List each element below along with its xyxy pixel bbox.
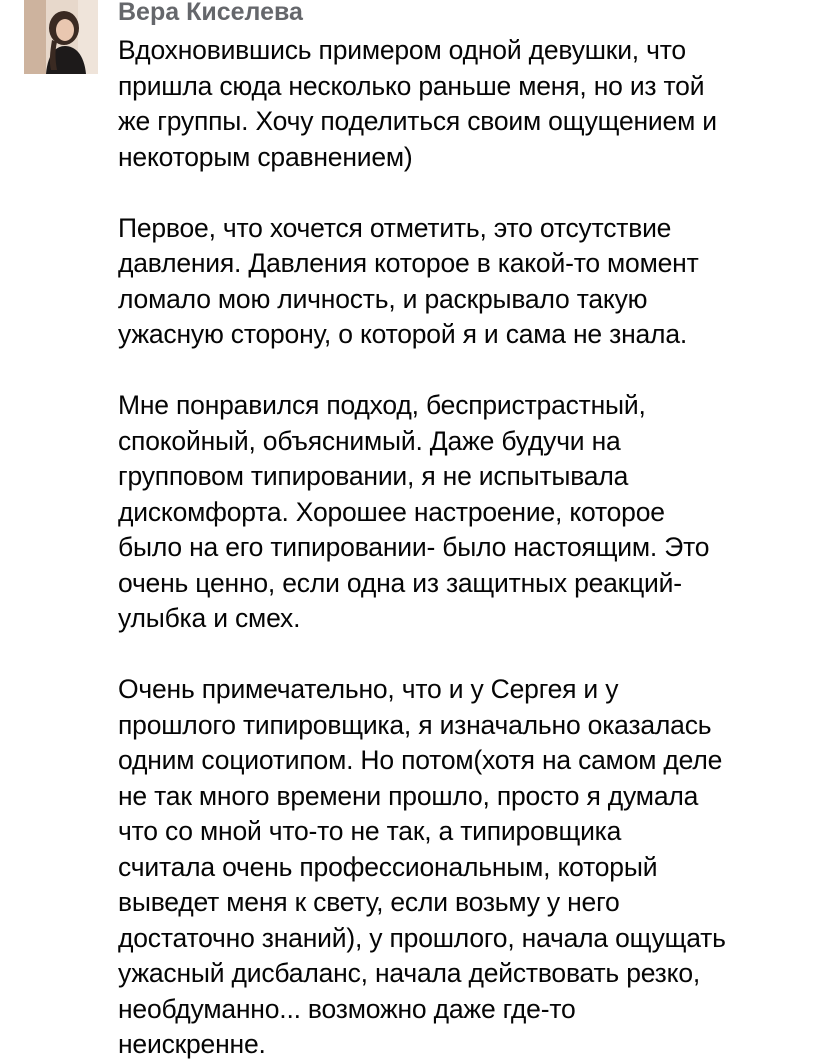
comment-line: что со мной что-то не так, а типировщика [118,816,622,846]
comment-line: Очень примечательно, что и у Сергея и у [118,674,619,704]
comment-paragraph [118,33,808,175]
comment-line: давления. Давления которое в какой-то момент [118,248,699,278]
comment-line: не так много времени прошло, просто я думала [118,780,699,811]
comment-line: же группы. Хочу поделиться своим ощущением и [118,106,717,136]
avatar[interactable] [24,0,98,74]
comment-line: Вдохновившись примером одной девушки, что [118,35,686,65]
author-name[interactable]: Вера Киселева [118,0,303,26]
comment-line: групповом типировании, я не испытывала [118,461,629,491]
comment-line: Первое, что хочется отметить, это отсутствие [118,212,672,243]
comment-line: спокойный, объяснимый. Даже будучи на [118,425,621,456]
comment-line: пришла сюда несколько раньше меня, но из той [118,70,705,101]
avatar-photo [24,0,98,74]
comment-line: дискомфорта. Хорошее настроение, которое [118,496,665,527]
comment-paragraph [118,211,808,353]
comment-line: Мне понравился подход, беспристрастный, [118,390,646,420]
comment-paragraph [118,388,808,637]
comment-line: ломало мою личность, и раскрывало такую [118,283,648,314]
comment-line: выведет меня к свету, если возьму у него [118,887,620,917]
comment-line: было на его типировании- было настоящим. Это [118,532,710,562]
comment-body [118,33,808,1063]
comment-line: достаточно знаний), у прошлого, начала ощущать [118,922,726,953]
comment-line: считала очень профессиональным, который [118,851,658,882]
comment-paragraph [118,672,808,1063]
comment-line: неискренне. [118,1029,266,1059]
comment-line: одним социотипом. Но потом(хотя на самом деле [118,745,723,775]
comment-line: необдуманно... возможно даже где-то [118,993,576,1024]
comment-line: прошлого типировщика, я изначально оказалась [118,709,712,740]
comment-line: ужасную сторону, о которой я и сама не знала. [118,319,688,349]
comment-line: улыбка и смех. [118,603,301,633]
comment-line: некоторым сравнением) [118,141,413,172]
comment-line: очень ценно, если одна из защитных реакций- [118,567,682,598]
comment-line: ужасный дисбаланс, начала действовать резко, [118,958,701,988]
